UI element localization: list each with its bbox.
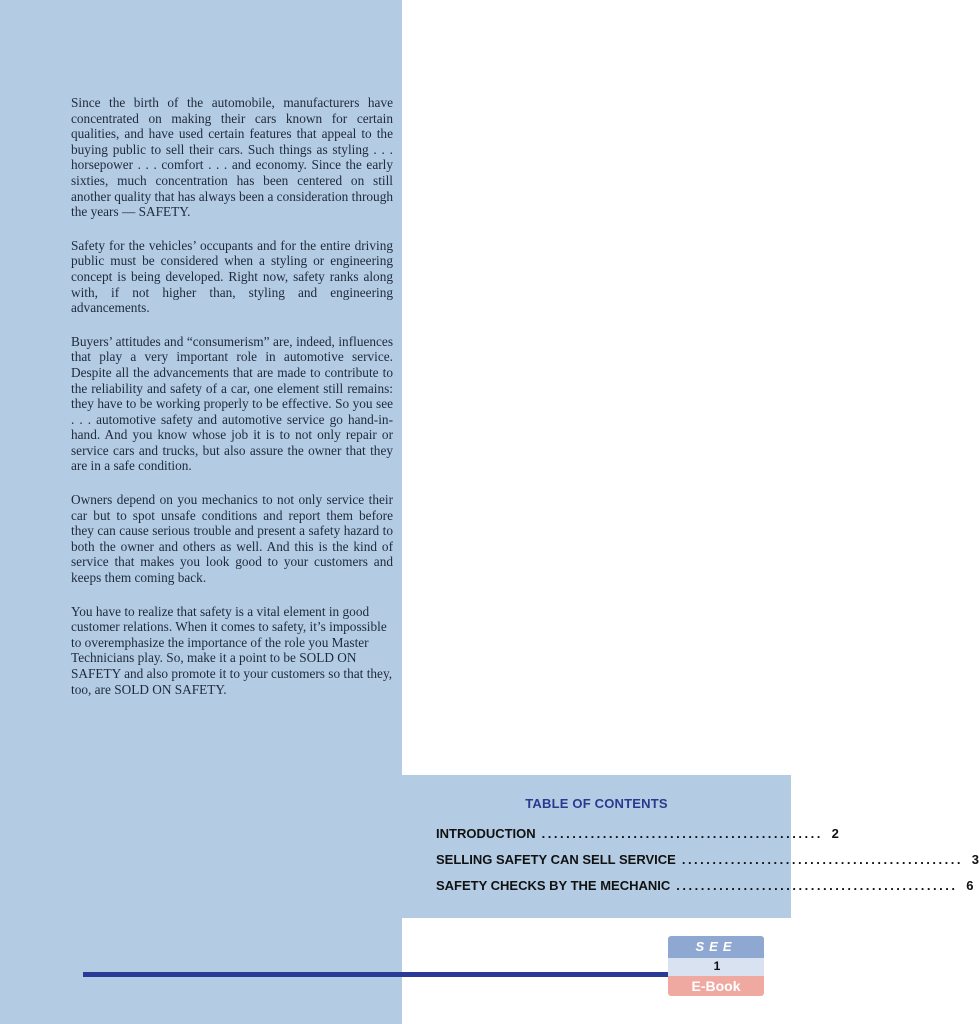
toc-entry-label: SELLING SAFETY CAN SELL SERVICE bbox=[436, 852, 676, 867]
toc-entry-page: 2 bbox=[831, 826, 839, 841]
toc-leader-dots: .............................................. bbox=[676, 878, 958, 893]
watermark-bottom-text: E-Book bbox=[668, 976, 764, 996]
toc-leader-dots: .............................................. bbox=[541, 826, 823, 841]
toc-entry-label: INTRODUCTION bbox=[436, 826, 536, 841]
toc-entry-page: 3 bbox=[971, 852, 979, 867]
toc-entry-label: SAFETY CHECKS BY THE MECHANIC bbox=[436, 878, 671, 893]
bottom-blue-strip bbox=[0, 918, 402, 1024]
toc-entry-page: 6 bbox=[966, 878, 974, 893]
paragraph: You have to realize that safety is a vital element in good customer relations. When it comes to safety, it’s impossible to overemphasize the importance of the role you Master Technicians play. So, make it a point to be SOLD ON SAFETY and also promote it to your customers so that they, too, are SOLD ON SAFETY. bbox=[71, 603, 393, 697]
paragraph: Safety for the vehicles’ occupants and for the entire driving public must be considered when a styling or engineering concept is being developed. Right now, safety ranks along with, if not higher than, styling and engineering advancements. bbox=[71, 237, 393, 316]
toc-entry-selling-safety[interactable] bbox=[436, 852, 979, 870]
page-number: 1 bbox=[713, 959, 721, 973]
toc-leader-dots: .............................................. bbox=[681, 852, 963, 867]
toc-entry-introduction[interactable] bbox=[436, 826, 839, 844]
watermark-top-text: SEE bbox=[668, 936, 764, 958]
paragraph: Owners depend on you mechanics to not only service their car but to spot unsafe conditions and report them before they can cause serious trouble and present a safety hazard to both the owner and others as well. And this is the kind of service that makes you look good to your customers and keeps them coming back. bbox=[71, 492, 393, 586]
intro-body-text bbox=[71, 95, 393, 715]
paragraph: Buyers’ attitudes and “consumerism” are, indeed, influences that play a very important role in automotive service. Despite all the advancements that are made to contribute to the reliability and safety of a car, one element still remains: they have to be working properly to be effective. So you see . . . automotive safety and automotive service go hand-in-hand. And you know whose job it is to not only repair or service cars and trucks, but also assure the owner that they are in a safe condition. bbox=[71, 333, 393, 474]
footer-rule bbox=[83, 972, 723, 977]
toc-title: TABLE OF CONTENTS bbox=[525, 796, 668, 811]
toc-entry-safety-checks[interactable] bbox=[436, 878, 974, 896]
paragraph: Since the birth of the automobile, manufacturers have concentrated on making their cars known for certain qualities, and have used certain features that appeal to the buying public to sell their cars. Such things as styling . . . horsepower . . . comfort . . . and economy. Since the early sixties, much concentration has been centered on still another quality that has always been a consideration through the years — SAFETY. bbox=[71, 95, 393, 220]
